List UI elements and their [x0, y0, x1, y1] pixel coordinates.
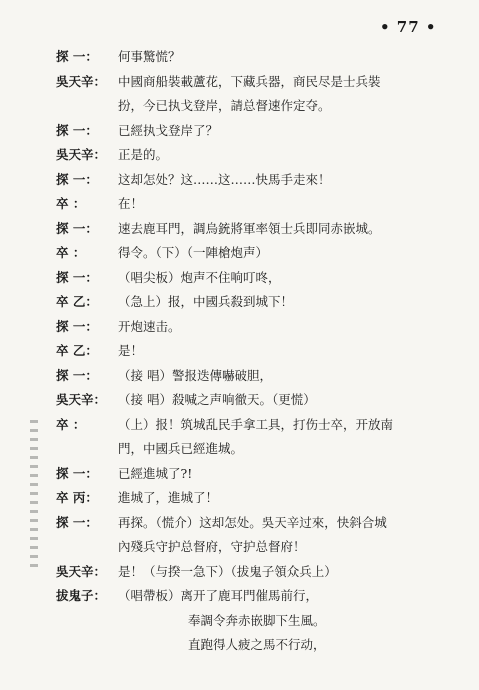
dialogue-line [56, 633, 456, 658]
speech-text: 何事驚慌？ [118, 49, 181, 64]
speaker-name: 探 一： [56, 49, 98, 64]
speaker-name: 拔鬼子： [56, 588, 107, 603]
dialogue-line [56, 486, 456, 511]
dialogue-line [56, 560, 456, 585]
speech-text: 已經進城了?! [118, 465, 193, 481]
speaker-name: 吳天辛： [56, 392, 107, 407]
speech-text: （上）报！筑城乱民手拿工具，打伤士卒，开放南 [118, 416, 394, 432]
speech-text: 得令。（下）（一陣槍炮声） [118, 245, 269, 260]
speech-text: 再探。（慌介）这却怎处。吳天辛过來，快斜合城 [118, 514, 387, 530]
dialogue-line [56, 217, 456, 242]
dialogue-line [56, 462, 456, 487]
speaker-name: 卒 丙： [56, 490, 98, 505]
speaker-name: 探 一： [56, 514, 98, 530]
speech-text: （唱尖板）炮声不住响叮咚， [118, 269, 281, 285]
speech-text: （唱帶板）离开了鹿耳門催馬前行， [118, 588, 319, 603]
speech-text: （接 唱）警报迭傳嚇破胆， [118, 367, 272, 383]
dialogue-line [56, 388, 456, 413]
speech-text: 進城了，進城了！ [118, 490, 219, 505]
speaker-name: 探 一： [56, 122, 98, 138]
dialogue-line [56, 70, 456, 95]
speaker-name: 探 一： [56, 220, 98, 236]
dialogue-line [56, 437, 456, 462]
dialogue-line [56, 413, 456, 438]
speech-text: 这却怎处？这……这……快馬手走來！ [118, 171, 331, 187]
speaker-name: 卒 ： [56, 416, 86, 432]
dialogue-line [56, 339, 456, 364]
dialogue-line [56, 192, 456, 217]
speaker-name: 吳天辛： [56, 147, 107, 162]
dialogue-line [56, 584, 456, 609]
speech-text: 扮，今已执戈登岸，請总督速作定夺。 [118, 98, 331, 113]
dialogue-line [56, 511, 456, 536]
speech-text: 是！ [118, 343, 144, 358]
speaker-name: 吳天辛： [56, 73, 107, 89]
speech-text: 正是的。 [118, 147, 169, 162]
speech-text: （急上）报，中國兵殺到城下！ [118, 294, 294, 309]
speech-text: （接 唱）殺喊之声响徹天。（更慌） [118, 392, 316, 407]
speaker-name: 卒 ： [56, 245, 86, 260]
speaker-name: 卒 乙： [56, 343, 98, 358]
dialogue-line [56, 45, 456, 70]
speaker-name: 卒 乙： [56, 294, 98, 309]
speaker-name: 卒 ： [56, 196, 86, 211]
page-number: • 77 • [380, 18, 437, 36]
speech-text: 直跑得人疲之馬不行动， [188, 637, 326, 652]
scan-margin-mark [30, 420, 38, 570]
script-body [56, 45, 456, 658]
speaker-name: 探 一： [56, 269, 98, 285]
dialogue-line [56, 364, 456, 389]
speaker-name: 吳天辛： [56, 563, 107, 579]
speech-text: 在！ [118, 196, 144, 211]
speaker-name: 探 一： [56, 465, 98, 481]
speech-text: 內殘兵守护总督府，守护总督府！ [118, 539, 306, 554]
dialogue-line [56, 168, 456, 193]
dialogue-line [56, 119, 456, 144]
speaker-name: 探 一： [56, 318, 98, 334]
dialogue-line [56, 241, 456, 266]
speech-text: 奉調令奔赤嵌脚下生風。 [188, 612, 326, 628]
dialogue-line [56, 609, 456, 634]
dialogue-line [56, 535, 456, 560]
dialogue-line [56, 290, 456, 315]
speech-text: 已經执戈登岸了？ [118, 122, 219, 138]
dialogue-line [56, 94, 456, 119]
speaker-name: 探 一： [56, 171, 98, 187]
speech-text: 門，中國兵已經進城。 [118, 441, 244, 456]
dialogue-line [56, 315, 456, 340]
dialogue-line [56, 266, 456, 291]
speaker-name: 探 一： [56, 367, 98, 383]
speech-text: 是！（与揆一急下）（拔鬼子領众兵上） [118, 563, 337, 579]
speech-text: 开炮速击。 [118, 318, 181, 334]
dialogue-line [56, 143, 456, 168]
speech-text: 中國商船裝載蘆花，下藏兵器，商民尽是士兵裝 [118, 73, 381, 89]
speech-text: 速去鹿耳門，調烏銃將軍率領士兵即同赤嵌城。 [118, 220, 381, 236]
